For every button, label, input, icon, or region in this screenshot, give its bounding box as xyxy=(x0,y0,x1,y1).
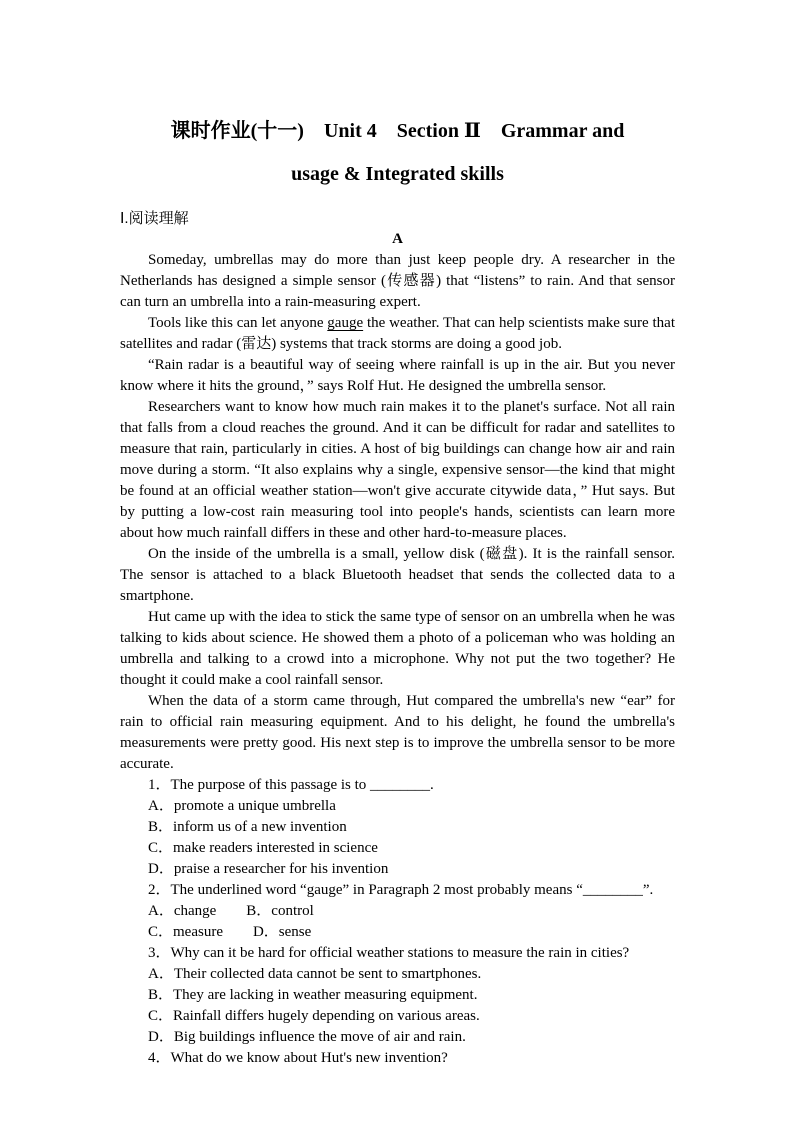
title-line-2: usage & Integrated skills xyxy=(291,163,504,185)
passage-paragraph-6: Hut came up with the idea to stick the same type of sensor on an umbrella when he was talking to kids about science. He showed them a photo of a policeman who was holding an umbrella and talking to a crowd into a microphone. Why not put the two together? He thought it could make a cool rainfall sensor. xyxy=(120,609,675,688)
section-heading-reading: Ⅰ.阅读理解 xyxy=(120,210,189,227)
question-1-option-a: A．promote a unique umbrella xyxy=(148,798,336,814)
question-1-stem: 1．The purpose of this passage is to ________. xyxy=(148,777,434,793)
paragraph-2-text-after: the weather. That can help scientists make sure that satellites and radar (雷达) systems that track storms are doing a good job. xyxy=(120,315,675,352)
question-1-option-c: C．make readers interested in science xyxy=(148,840,378,856)
question-3 xyxy=(120,943,675,1048)
question-2-stem: 2．The underlined word “gauge” in Paragraph 2 most probably means “________”. xyxy=(148,882,654,898)
question-2-options-cd: C．measure D．sense xyxy=(148,924,312,940)
question-1-option-d: D．praise a researcher for his invention xyxy=(148,861,389,877)
passage-label: A xyxy=(392,231,403,247)
question-3-option-b: B．They are lacking in weather measuring equipment. xyxy=(148,987,478,1003)
passage-paragraph-4: Researchers want to know how much rain makes it to the planet's surface. Not all rain that falls from a cloud reaches the ground. And it can be difficult for radar and satellites to measure that rain, particularly in cities. A host of big buildings can change how air and rain move during a storm. “It also explains why a single, expensive sensor—the kind that might be found at an official weather station—won't give accurate citywide data，” Hut says. But by putting a low-cost rain measuring tool into people's hands, scientists can learn more about how much rainfall differs in these and other hard-to-measure places. xyxy=(120,399,675,541)
question-2-options-ab: A．change B．control xyxy=(148,903,314,919)
question-4 xyxy=(120,1048,675,1069)
passage-paragraph-1: Someday, umbrellas may do more than just keep people dry. A researcher in the Netherlands has designed a simple sensor (传感器) that “listens” to rain. And that sensor can turn an umbrella into a rain-measuring expert. xyxy=(120,252,675,310)
paragraph-2-text-before: Tools like this can let anyone xyxy=(148,315,328,331)
question-4-stem: 4．What do we know about Hut's new invention? xyxy=(148,1050,448,1066)
passage-paragraph-3: “Rain radar is a beautiful way of seeing where rainfall is up in the air. But you never know where it hits the ground，” says Rolf Hut. He designed the umbrella sensor. xyxy=(120,357,675,394)
question-1 xyxy=(120,775,675,880)
page-title xyxy=(120,110,675,196)
passage-paragraph-7: When the data of a storm came through, Hut compared the umbrella's new “ear” for rain to official rain measuring equipment. And to his delight, he found the umbrella's measurements were pretty good. His next step is to improve the umbrella sensor to be more accurate. xyxy=(120,693,675,772)
underlined-word-gauge: gauge xyxy=(327,315,364,331)
question-3-option-c: C．Rainfall differs hugely depending on various areas. xyxy=(148,1008,480,1024)
question-1-option-b: B．inform us of a new invention xyxy=(148,819,347,835)
title-line-1: 课时作业(十一) Unit 4 Section Ⅱ Grammar and xyxy=(170,120,625,142)
passage-paragraph-5: On the inside of the umbrella is a small, yellow disk (磁盘). It is the rainfall sensor. The sensor is attached to a black Bluetooth headset that sends the collected data to a smartphone. xyxy=(120,546,675,604)
passage-paragraph-2 xyxy=(120,313,675,355)
question-3-option-a: A．Their collected data cannot be sent to smartphones. xyxy=(148,966,482,982)
question-3-option-d: D．Big buildings influence the move of air and rain. xyxy=(148,1029,466,1045)
question-2 xyxy=(120,880,675,943)
question-3-stem: 3．Why can it be hard for official weather stations to measure the rain in cities? xyxy=(148,945,630,961)
